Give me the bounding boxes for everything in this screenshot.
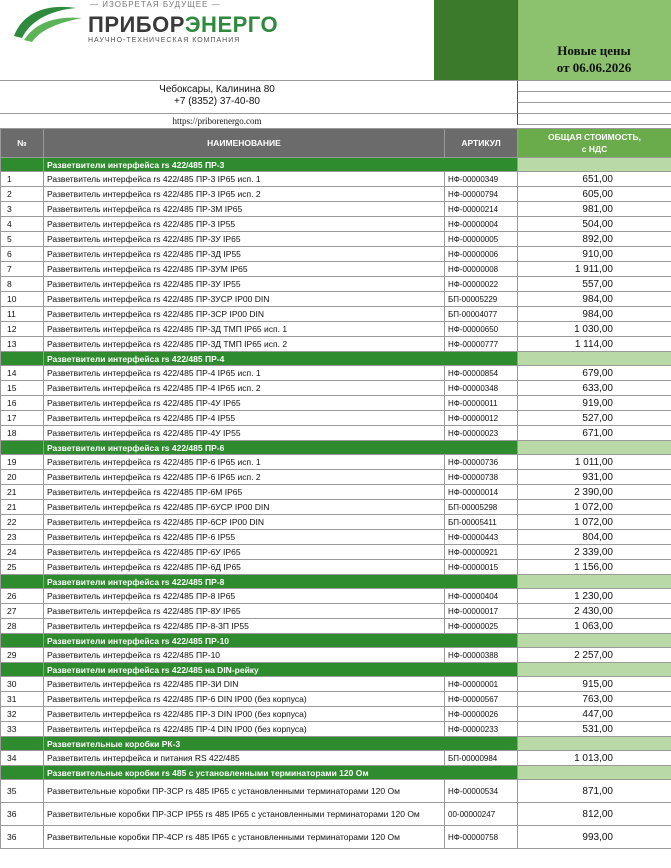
row-name: Разветвитель интерфейса rs 422/485 ПР-6У IP65 xyxy=(44,545,445,560)
row-number: 36 xyxy=(1,826,44,849)
header-dark-band xyxy=(434,0,517,80)
brand-part-2: ЭНЕРГО xyxy=(184,12,279,37)
row-number: 27 xyxy=(1,604,44,619)
row-name: Разветвитель интерфейса rs 422/485 ПР-8У IP65 xyxy=(44,604,445,619)
section-spacer xyxy=(1,663,44,677)
table-row[interactable] xyxy=(1,411,671,426)
row-price: 557,00 xyxy=(518,277,671,292)
row-article: НФ-00000005 xyxy=(445,232,518,247)
table-row[interactable] xyxy=(1,803,671,826)
row-number: 34 xyxy=(1,751,44,766)
row-article: НФ-00000348 xyxy=(445,381,518,396)
section-header-row xyxy=(1,441,671,455)
tagline: НАУЧНО-ТЕХНИЧЕСКАЯ КОМПАНИЯ xyxy=(88,37,241,44)
row-number: 16 xyxy=(1,396,44,411)
row-number: 26 xyxy=(1,589,44,604)
section-header-row xyxy=(1,737,671,751)
row-price: 1 011,00 xyxy=(518,455,671,470)
row-article: БП-00004077 xyxy=(445,307,518,322)
table-row[interactable] xyxy=(1,455,671,470)
section-header-row xyxy=(1,766,671,780)
row-article: НФ-00000015 xyxy=(445,560,518,575)
section-price-cell xyxy=(518,575,671,589)
table-row[interactable] xyxy=(1,619,671,634)
row-name: Разветвитель интерфейса rs 422/485 ПР-3СР IP00 DIN xyxy=(44,307,445,322)
table-row[interactable] xyxy=(1,545,671,560)
table-row[interactable] xyxy=(1,232,671,247)
table-row[interactable] xyxy=(1,604,671,619)
row-article: НФ-00000736 xyxy=(445,455,518,470)
row-article: НФ-00000404 xyxy=(445,589,518,604)
row-name: Разветвительные коробки ПР-4СР rs 485 IP65 с установленными терминаторами 120 Ом xyxy=(44,826,445,849)
section-title: Разветвители интерфейса rs 422/485 ПР-4 xyxy=(44,352,518,366)
row-number: 23 xyxy=(1,530,44,545)
table-row[interactable] xyxy=(1,500,671,515)
row-article: НФ-00000004 xyxy=(445,217,518,232)
section-spacer xyxy=(1,441,44,455)
row-number: 24 xyxy=(1,545,44,560)
section-price-cell xyxy=(518,766,671,780)
row-price: 504,00 xyxy=(518,217,671,232)
row-article: НФ-00000025 xyxy=(445,619,518,634)
row-number: 12 xyxy=(1,322,44,337)
table-row[interactable] xyxy=(1,722,671,737)
row-article: НФ-00000443 xyxy=(445,530,518,545)
table-row[interactable] xyxy=(1,202,671,217)
section-title: Разветвители интерфейса rs 422/485 ПР-10 xyxy=(44,634,518,648)
row-price: 2 339,00 xyxy=(518,545,671,560)
row-name: Разветвитель интерфейса rs 422/485 ПР-6Д IP65 xyxy=(44,560,445,575)
row-number: 32 xyxy=(1,707,44,722)
row-price: 1 114,00 xyxy=(518,337,671,352)
table-row[interactable] xyxy=(1,322,671,337)
row-number: 7 xyxy=(1,262,44,277)
row-name: Разветвитель интерфейса rs 422/485 ПР-3Д IP55 xyxy=(44,247,445,262)
row-price: 651,00 xyxy=(518,172,671,187)
header-name: НАИМЕНОВАНИЕ xyxy=(44,129,445,158)
row-article: НФ-00000758 xyxy=(445,826,518,849)
table-row[interactable] xyxy=(1,515,671,530)
row-price: 981,00 xyxy=(518,202,671,217)
row-name: Разветвитель интерфейса rs 422/485 ПР-3У IP55 xyxy=(44,277,445,292)
table-row[interactable] xyxy=(1,826,671,849)
row-price: 1 911,00 xyxy=(518,262,671,277)
empty-cell xyxy=(517,92,671,103)
table-row[interactable] xyxy=(1,589,671,604)
row-name: Разветвитель интерфейса rs 422/485 ПР-6 IP65 исп. 1 xyxy=(44,455,445,470)
phone: +7 (8352) 37-40-80 xyxy=(174,96,260,107)
section-price-cell xyxy=(518,663,671,677)
section-spacer xyxy=(1,634,44,648)
section-header-row xyxy=(1,352,671,366)
row-number: 1 xyxy=(1,172,44,187)
row-number: 2 xyxy=(1,187,44,202)
row-number: 35 xyxy=(1,780,44,803)
row-price: 915,00 xyxy=(518,677,671,692)
row-price: 679,00 xyxy=(518,366,671,381)
table-row[interactable] xyxy=(1,692,671,707)
table-row[interactable] xyxy=(1,307,671,322)
row-name: Разветвитель интерфейса rs 422/485 ПР-6СР IP00 DIN xyxy=(44,515,445,530)
row-article: НФ-00000854 xyxy=(445,366,518,381)
row-article: НФ-00000349 xyxy=(445,172,518,187)
price-title-line-2: от 06.06.2026 xyxy=(556,60,632,75)
row-name: Разветвитель интерфейса rs 422/485 ПР-3 IP55 xyxy=(44,217,445,232)
row-name: Разветвитель интерфейса rs 422/485 ПР-3 DIN IP00 (без корпуса) xyxy=(44,707,445,722)
header-num: № xyxy=(1,129,44,158)
table-row[interactable] xyxy=(1,751,671,766)
price-title-line-1: Новые цены xyxy=(557,43,631,58)
row-price: 1 072,00 xyxy=(518,500,671,515)
row-name: Разветвитель интерфейса rs 422/485 ПР-3УСР IP00 DIN xyxy=(44,292,445,307)
table-row[interactable] xyxy=(1,780,671,803)
table-row[interactable] xyxy=(1,277,671,292)
row-name: Разветвитель интерфейса rs 422/485 ПР-10 xyxy=(44,648,445,663)
section-title: Разветвители интерфейса rs 422/485 ПР-6 xyxy=(44,441,518,455)
row-price: 1 013,00 xyxy=(518,751,671,766)
row-article: НФ-00000001 xyxy=(445,677,518,692)
row-number: 19 xyxy=(1,455,44,470)
row-name: Разветвитель интерфейса rs 422/485 ПР-3У IP65 xyxy=(44,232,445,247)
row-number: 11 xyxy=(1,307,44,322)
row-price: 1 072,00 xyxy=(518,515,671,530)
empty-cell xyxy=(517,114,671,125)
row-name: Разветвитель интерфейса rs 422/485 ПР-8 IP65 xyxy=(44,589,445,604)
row-article: НФ-00000794 xyxy=(445,187,518,202)
table-row[interactable] xyxy=(1,470,671,485)
row-article: НФ-00000233 xyxy=(445,722,518,737)
table-row[interactable] xyxy=(1,677,671,692)
row-number: 17 xyxy=(1,411,44,426)
row-article: БП-00005229 xyxy=(445,292,518,307)
row-number: 6 xyxy=(1,247,44,262)
row-number: 14 xyxy=(1,366,44,381)
row-number: 8 xyxy=(1,277,44,292)
table-row[interactable] xyxy=(1,172,671,187)
table-row[interactable] xyxy=(1,396,671,411)
section-header-row xyxy=(1,575,671,589)
row-number: 3 xyxy=(1,202,44,217)
row-article: НФ-00000012 xyxy=(445,411,518,426)
section-title: Разветвители интерфейса rs 422/485 ПР-8 xyxy=(44,575,518,589)
row-name: Разветвитель интерфейса rs 422/485 ПР-3М IP65 xyxy=(44,202,445,217)
header xyxy=(0,0,671,128)
row-article: НФ-00000650 xyxy=(445,322,518,337)
row-price: 910,00 xyxy=(518,247,671,262)
row-name: Разветвительные коробки ПР-3СР rs 485 IP65 с установленными терминаторами 120 Ом xyxy=(44,780,445,803)
row-price: 812,00 xyxy=(518,803,671,826)
header-article: АРТИКУЛ xyxy=(445,129,518,158)
row-article: НФ-00000388 xyxy=(445,648,518,663)
row-article: НФ-00000017 xyxy=(445,604,518,619)
empty-cell xyxy=(517,103,671,114)
section-price-cell xyxy=(518,737,671,751)
section-title: Разветвители интерфейса rs 422/485 ПР-3 xyxy=(44,158,518,172)
section-title: Разветвительные коробки rs 485 с установленными терминаторами 120 Ом xyxy=(44,766,518,780)
row-article: НФ-00000567 xyxy=(445,692,518,707)
row-price: 531,00 xyxy=(518,722,671,737)
table-row[interactable] xyxy=(1,366,671,381)
logo-swoosh-icon xyxy=(10,2,90,42)
row-name: Разветвитель интерфейса rs 422/485 ПР-6УСР IP00 DIN xyxy=(44,500,445,515)
section-spacer xyxy=(1,766,44,780)
row-article: НФ-00000011 xyxy=(445,396,518,411)
row-name: Разветвитель интерфейса rs 422/485 ПР-3Д ТМП IP65 исп. 1 xyxy=(44,322,445,337)
row-price: 993,00 xyxy=(518,826,671,849)
row-price: 984,00 xyxy=(518,292,671,307)
row-number: 10 xyxy=(1,292,44,307)
section-header-row xyxy=(1,158,671,172)
row-article: НФ-00000014 xyxy=(445,485,518,500)
table-row[interactable] xyxy=(1,530,671,545)
row-number: 33 xyxy=(1,722,44,737)
section-header-row xyxy=(1,663,671,677)
row-price: 984,00 xyxy=(518,307,671,322)
row-number: 15 xyxy=(1,381,44,396)
table-row[interactable] xyxy=(1,485,671,500)
table-row[interactable] xyxy=(1,560,671,575)
row-article: НФ-00000006 xyxy=(445,247,518,262)
section-spacer xyxy=(1,158,44,172)
row-number: 28 xyxy=(1,619,44,634)
row-name: Разветвитель интерфейса и питания RS 422/485 xyxy=(44,751,445,766)
row-name: Разветвитель интерфейса rs 422/485 ПР-4У IP65 xyxy=(44,396,445,411)
section-title: Разветвители интерфейса rs 422/485 на DIN-рейку xyxy=(44,663,518,677)
price-table xyxy=(0,128,671,849)
row-price: 1 156,00 xyxy=(518,560,671,575)
row-price: 763,00 xyxy=(518,692,671,707)
row-name: Разветвитель интерфейса rs 422/485 ПР-6 DIN IP00 (без корпуса) xyxy=(44,692,445,707)
header-price-line-1: ОБЩАЯ СТОИМОСТЬ, xyxy=(548,132,641,142)
table-row[interactable] xyxy=(1,262,671,277)
row-price: 605,00 xyxy=(518,187,671,202)
row-article: НФ-00000534 xyxy=(445,780,518,803)
row-name: Разветвитель интерфейса rs 422/485 ПР-3Д ТМП IP65 исп. 2 xyxy=(44,337,445,352)
row-price: 919,00 xyxy=(518,396,671,411)
row-price: 1 063,00 xyxy=(518,619,671,634)
section-header-row xyxy=(1,634,671,648)
row-number: 18 xyxy=(1,426,44,441)
row-name: Разветвитель интерфейса rs 422/485 ПР-3 IP65 исп. 1 xyxy=(44,172,445,187)
row-article: НФ-00000022 xyxy=(445,277,518,292)
row-name: Разветвитель интерфейса rs 422/485 ПР-3И DIN xyxy=(44,677,445,692)
section-spacer xyxy=(1,575,44,589)
row-article: БП-00005298 xyxy=(445,500,518,515)
table-row[interactable] xyxy=(1,292,671,307)
header-price-line-2: с НДС xyxy=(581,144,608,154)
section-price-cell xyxy=(518,634,671,648)
table-row[interactable] xyxy=(1,187,671,202)
row-article: НФ-00000008 xyxy=(445,262,518,277)
section-price-cell xyxy=(518,352,671,366)
website-link[interactable]: https://priborenergo.com xyxy=(172,116,262,126)
row-price: 527,00 xyxy=(518,411,671,426)
table-row[interactable] xyxy=(1,247,671,262)
row-price: 1 230,00 xyxy=(518,589,671,604)
table-row[interactable] xyxy=(1,217,671,232)
row-number: 21 xyxy=(1,485,44,500)
row-price: 871,00 xyxy=(518,780,671,803)
row-price: 892,00 xyxy=(518,232,671,247)
row-price: 1 030,00 xyxy=(518,322,671,337)
row-name: Разветвитель интерфейса rs 422/485 ПР-4У IP55 xyxy=(44,426,445,441)
row-name: Разветвитель интерфейса rs 422/485 ПР-4 IP65 исп. 1 xyxy=(44,366,445,381)
row-article: БП-00000984 xyxy=(445,751,518,766)
slogan: — ИЗОБРЕТАЯ БУДУЩЕЕ — xyxy=(90,0,221,9)
empty-cell xyxy=(517,81,671,92)
row-number: 21 xyxy=(1,500,44,515)
row-name: Разветвитель интерфейса rs 422/485 ПР-6 IP65 исп. 2 xyxy=(44,470,445,485)
row-article: НФ-00000921 xyxy=(445,545,518,560)
row-article: НФ-00000026 xyxy=(445,707,518,722)
header-price xyxy=(518,129,671,158)
row-name: Разветвительные коробки ПР-3СР IP55 rs 485 IP65 с установленными терминаторами 120 Ом xyxy=(44,803,445,826)
table-row[interactable] xyxy=(1,381,671,396)
row-number: 20 xyxy=(1,470,44,485)
row-number: 36 xyxy=(1,803,44,826)
row-name: Разветвитель интерфейса rs 422/485 ПР-6 IP55 xyxy=(44,530,445,545)
row-article: НФ-00000777 xyxy=(445,337,518,352)
row-article: НФ-00000214 xyxy=(445,202,518,217)
section-spacer xyxy=(1,737,44,751)
row-number: 13 xyxy=(1,337,44,352)
row-name: Разветвитель интерфейса rs 422/485 ПР-3 IP65 исп. 2 xyxy=(44,187,445,202)
row-price: 2 390,00 xyxy=(518,485,671,500)
row-number: 5 xyxy=(1,232,44,247)
row-number: 30 xyxy=(1,677,44,692)
row-article: БП-00005411 xyxy=(445,515,518,530)
table-row[interactable] xyxy=(1,707,671,722)
row-name: Разветвитель интерфейса rs 422/485 ПР-8-3П IP55 xyxy=(44,619,445,634)
row-article: НФ-00000738 xyxy=(445,470,518,485)
row-price: 931,00 xyxy=(518,470,671,485)
row-number: 25 xyxy=(1,560,44,575)
row-price: 671,00 xyxy=(518,426,671,441)
row-price: 2 430,00 xyxy=(518,604,671,619)
address: Чебоксары, Калинина 80 xyxy=(159,84,275,95)
section-title: Разветвительные коробки РК-3 xyxy=(44,737,518,751)
table-row[interactable] xyxy=(1,648,671,663)
section-price-cell xyxy=(518,158,671,172)
row-price: 2 257,00 xyxy=(518,648,671,663)
row-number: 29 xyxy=(1,648,44,663)
row-name: Разветвитель интерфейса rs 422/485 ПР-3УМ IP65 xyxy=(44,262,445,277)
row-price: 804,00 xyxy=(518,530,671,545)
section-price-cell xyxy=(518,441,671,455)
row-number: 4 xyxy=(1,217,44,232)
row-article: НФ-00000023 xyxy=(445,426,518,441)
brand-name xyxy=(88,12,278,38)
brand-part-1: ПРИБОР xyxy=(88,12,185,37)
price-date-title xyxy=(517,42,671,76)
row-name: Разветвитель интерфейса rs 422/485 ПР-6М IP65 xyxy=(44,485,445,500)
row-price: 633,00 xyxy=(518,381,671,396)
row-name: Разветвитель интерфейса rs 422/485 ПР-4 DIN IP00 (без корпуса) xyxy=(44,722,445,737)
table-row[interactable] xyxy=(1,426,671,441)
table-header-row xyxy=(1,129,671,158)
row-name: Разветвитель интерфейса rs 422/485 ПР-4 IP55 xyxy=(44,411,445,426)
row-number: 31 xyxy=(1,692,44,707)
row-article: 00-00000247 xyxy=(445,803,518,826)
table-body xyxy=(1,158,671,849)
row-name: Разветвитель интерфейса rs 422/485 ПР-4 IP65 исп. 2 xyxy=(44,381,445,396)
section-spacer xyxy=(1,352,44,366)
row-price: 447,00 xyxy=(518,707,671,722)
row-number: 22 xyxy=(1,515,44,530)
table-row[interactable] xyxy=(1,337,671,352)
